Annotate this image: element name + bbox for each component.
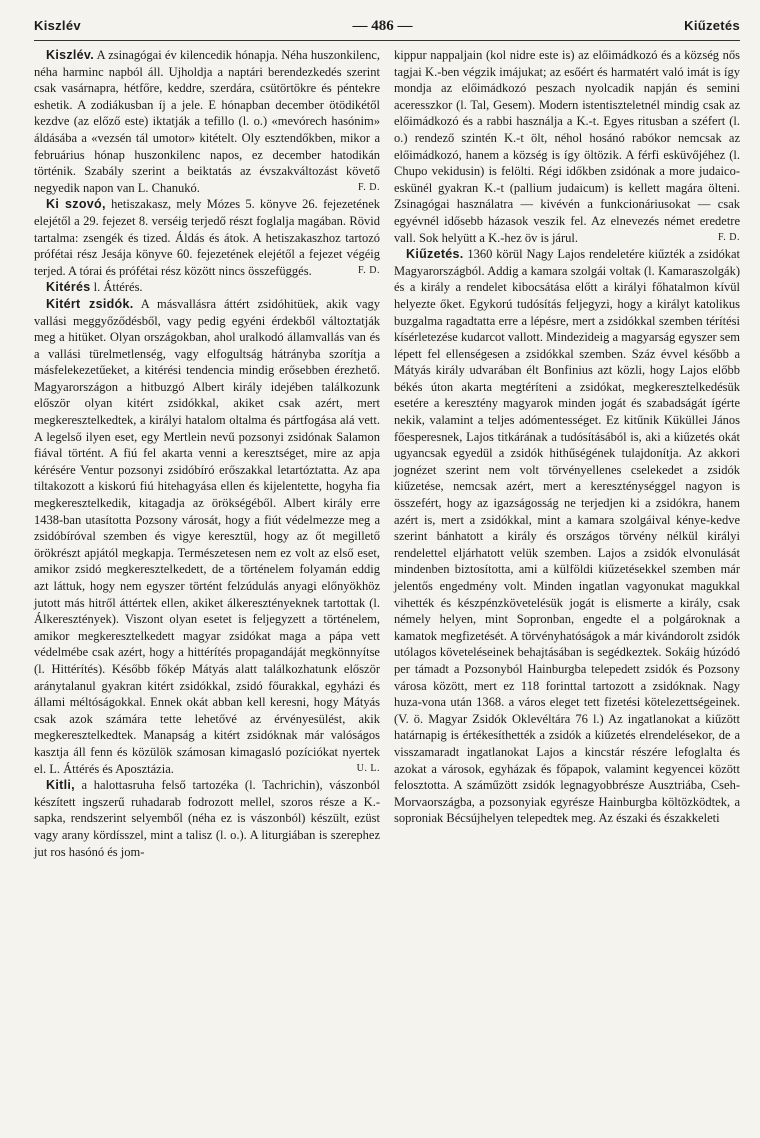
right-column [394, 47, 740, 860]
entry-headword: Kitli, [46, 778, 75, 793]
entry-ki-szovo [34, 196, 380, 279]
entry-text: kippur nappaljain (kol nidre este is) az előimádkozó és a község nős tagjai K.-ben végzik imájukat; az esőért és harmatért való imát is így mondja az előimádkozó peszach nyolcadik napján és semini aceresszkor (l. Tal, Gesem). Modern istentiszteletnél mindig csak az előimádkozó és a rabbi használja a K.-t. Egyes ritusban a széfert (l. o.) rendező szintén K.-t ölt, néhol hosánó rabókor nemcsak az előimádkozó, hanem a község is így öltözik. A férfi esküvőjéhez (l. Chupo vekidusin) is felölti. Régi időkben zsidónak a more judaico-eskünél gyakran K.-t (pallium judaicum) is kellett magára ölteni. Zsinagógai használatra — kivévén a funkcionáriusokat — csak egyévnél idősebb házasok veszik fel. Az elnevezés német eredetre vall. Sok helyütt a K.-hez öv is járul. [394, 48, 740, 245]
left-column [34, 47, 380, 860]
entry-kitli [34, 777, 380, 860]
entry-headword: Kitérés [46, 280, 91, 295]
entry-headword: Kiszlév. [46, 48, 95, 62]
entry-text: 1360 körül Nagy Lajos rendeletére kiűzték a zsidókat Magyarországból. Addig a kamara szolgái voltak (l. Kamaraszolgák) és a király a rendelet kibocsátása előtt a királyi főhatalmon kívül helyezte őket. Egykorú tudósítás feljegyzi, hogy a királyt katolikus buzgalma ragadtatta erre a lépésre, mert a zsidókkal szemben térítési kísérletezése kudarcot vallott. Mindezideig a magyarság egyszer sem lépett fel ellenségesen a zsidókkal szemben. Száz évvel később a Mátyás király udvarában élt Bonfinius azt közli, hogy Lajos előbb békés úton akarta megtéríteni a zsidókat, megkeresztelkedésük esetére a keresztény magyarok minden jogát és szabadságát ígérte nekik, valamint a teljes adómentességet. Ez kitűnik Küküllei János főesperesnek, Lajos titkárának a tudósításából is, aki a kiűzetés okát ugyancsak egyedül a zsidók hithűségének tulajdonítja. Az akkori jognézet szerint nem volt törvényellenes cselekedet a zsidók kiűzetése, nemcsak azért, mert a kereszténységgel nagyon is összefért, hogy az igazságosság ne terjedjen ki a zsidókra, hanem azért is, mert a zsidókkal, mint a kamara szolgáival kénye-kedve szerint bánhatott a király és országos törvény nélkül királyi rendelettel eljárhatott velük szemben. Lajos a zsidók elvonulását mindenben biztosította, ami a külföldi kiűzetésekkel szemben már jelentős engedmény volt. Minden ingatlan vagyonukat magukkal vihették és készpénzkövetelésük jogát is elismerte a király, csak némely helyen, mint Sopronban, engedte el a polgároknak a kamatok megfizetését. A törvényhatóságok a már kivándorolt zsidók utólagos követeléseinek behajtásában is segédkeztek. Sokáig húzódó per támadt a Pozsonyból Hainburgba telepedett zsidók és Pozsony városa között, mert ez 118 forinttal tartozott a zsidóknak. Nagy huza-vona után 1368. a város eleget tett fizetési kötelezettségeinek. (V. ö. Magyar Zsidók Oklevéltára 76 l.) Az ingatlanokat a kiűzött határnapig is értékesíthették a zsidók a kiűzetés elrendelésekor, de a visszamaradt ingatlanokat Lajos a kincstár részére lefoglalta és azokat a városok, egyházak és főpapok, valamint kegyencei között felosztotta. A száműzött zsidók legnagyobbrésze Ausztriába, Cseh-Morvaországba, a pozsonyiak egyrésze Hainburgba költözködtek, a soproniak Bécsújhelyen telepedtek meg. Az északi és északkeleti [394, 247, 740, 826]
entry-text: l. Áttérés. [93, 280, 143, 295]
header-right-headword: Kiűzetés [684, 18, 740, 33]
entry-text: A zsinagógai év kilencedik hónapja. Néha huszonkilenc, néha harminc napból áll. Ujholdja a naptári berendezkedés szerint csak vasárnapra, hétfőre, keddre, szerdára, csütörtökre és péntekre eshetik. A zodiákusban íj a jele. E hónapban december ötödikétől kezdve (az előző este) iktatják a tefillo (l. o.) «mevórech hasónim» áldásába a «vezsén tál umotor» kitételt. Oly esztendőkben, mikor a februárius hónap huszonkilenc napos, ez december hatodikán történik. Szabály szerint a beiktatás az évszakváltozást követő negyedik napon van L. Chanukó. [34, 48, 380, 195]
entry-kiszlev [34, 47, 380, 196]
entry-signature: U. L. [356, 762, 380, 774]
entry-headword: Kitért zsidók. [46, 296, 134, 311]
entry-kiuzetes [394, 246, 740, 827]
entry-kitli-continued [394, 47, 740, 246]
entry-text: a halottasruha felső tartozéka (l. Tachrichin), vászonból készített ingszerű ruhadarab fodrozott mellel, szoros része a K.-sapka, rendszerint selyemből (néha ez is vászonból) készült, ezüst vagy arany kördísszel, mint a talisz (l. o.). A liturgiában is szerephez jut ros hasónó és jom- [34, 778, 380, 859]
entry-signature: F. D. [718, 231, 740, 243]
entry-kitert-zsidok [34, 296, 380, 777]
two-column-body [34, 47, 740, 860]
entry-text: A másvallásra áttért zsidóhitüek, akik vagy vallási meggyőződésből, vagy pedig egyéni érdekből változtatják meg a hitüket. Olyan országokban, ahol uralkodó államvallás van és a vallási türelmetlenség, vagy elfogultság hátrányba szorítja a másfelekezetűeket, a kitérési tendencia mindig erősebben érezhető. Magyarországon a hitbuzgó Albert király idejében találkozunk először olyan kitért zsidókkal, akiket csak azért, mert megkeresztelkedtek, a királyi hatalom oltalma és pártfogása alá vett. A legelső ilyen eset, egy Mertlein nevű pozsonyi zsidónak Salamon fiával történt. A fiú fel akarta venni a keresztséget, mire az apja kérésére Ventur pozsonyi zsidóbíró erőszakkal letartóztatta. Az apa tiltakozott a kiskorú fiú hitehagyása ellen és kijelentette, hogyha fia megkeresztelkedik, kitagadja az örökségéből. Albert király erre 1438-ban utasította Pozsony városát, hogy a fiút védelmezze meg a zsidóbíróval szemben és vigye keresztül, hogy az őt megillető örökrészt apjától megkapja. Természetesen nem ez volt az első eset, amikor zsidó megkeresztelkedett, de a történelem folyamán eddig azt láttuk, hogy nem egyszer történt felzúdulás anyagi előnyökhöz jutott más hitről áttértek ellen, akiket álkeresztényeknek tartottak (l. Álkeresztények). Viszont olyan esetet is feljegyzett a történelem, amikor megkeresztelkedett magyar zsidókat maga a pápa vett védelmébe csak azért, hogy a hittérítés propagandáját megkönnyítse (l. Hittérítés). Később főkép Mátyás alatt találkozhatunk először aránytalanul gyakran kitért zsidókkal, zsidó főurakkal, egyházi és állami méltóságokkal. Ennek okát abban kell keresni, hogy Mátyás csak azok számára tette lehetővé az érvényesülést, akik megkeresztelkedtek. Manapság a kitért zsidóknak már valóságos kasztja áll fenn és közülök számosan kimagasló pozíciókat nyertek el. L. Áttérés és Aposztázia. [34, 296, 381, 776]
running-header [34, 18, 740, 41]
header-left-headword: Kiszlév [34, 18, 81, 33]
entry-headword: Kiűzetés. [406, 247, 464, 262]
entry-kiteres [34, 279, 380, 296]
entry-text: hetiszakasz, mely Mózes 5. könyve 26. fejezetének elejétől a 29. fejezet 8. verséig terjedő részt foglalja magában. Rövid tartalma: zsengék és tized. Áldás és átok. A hetiszakaszhoz tartozó prófétai rész Jesája könyve 60. fejezetének elejétől a fejezet végéig terjed. A tórai és prófétai rész között nincs összefüggés. [34, 197, 380, 278]
entry-signature: F. D. [358, 181, 380, 193]
page-number: — 486 — [352, 18, 413, 34]
entry-signature: F. D. [358, 264, 380, 276]
entry-headword: Ki szovó, [46, 197, 106, 212]
